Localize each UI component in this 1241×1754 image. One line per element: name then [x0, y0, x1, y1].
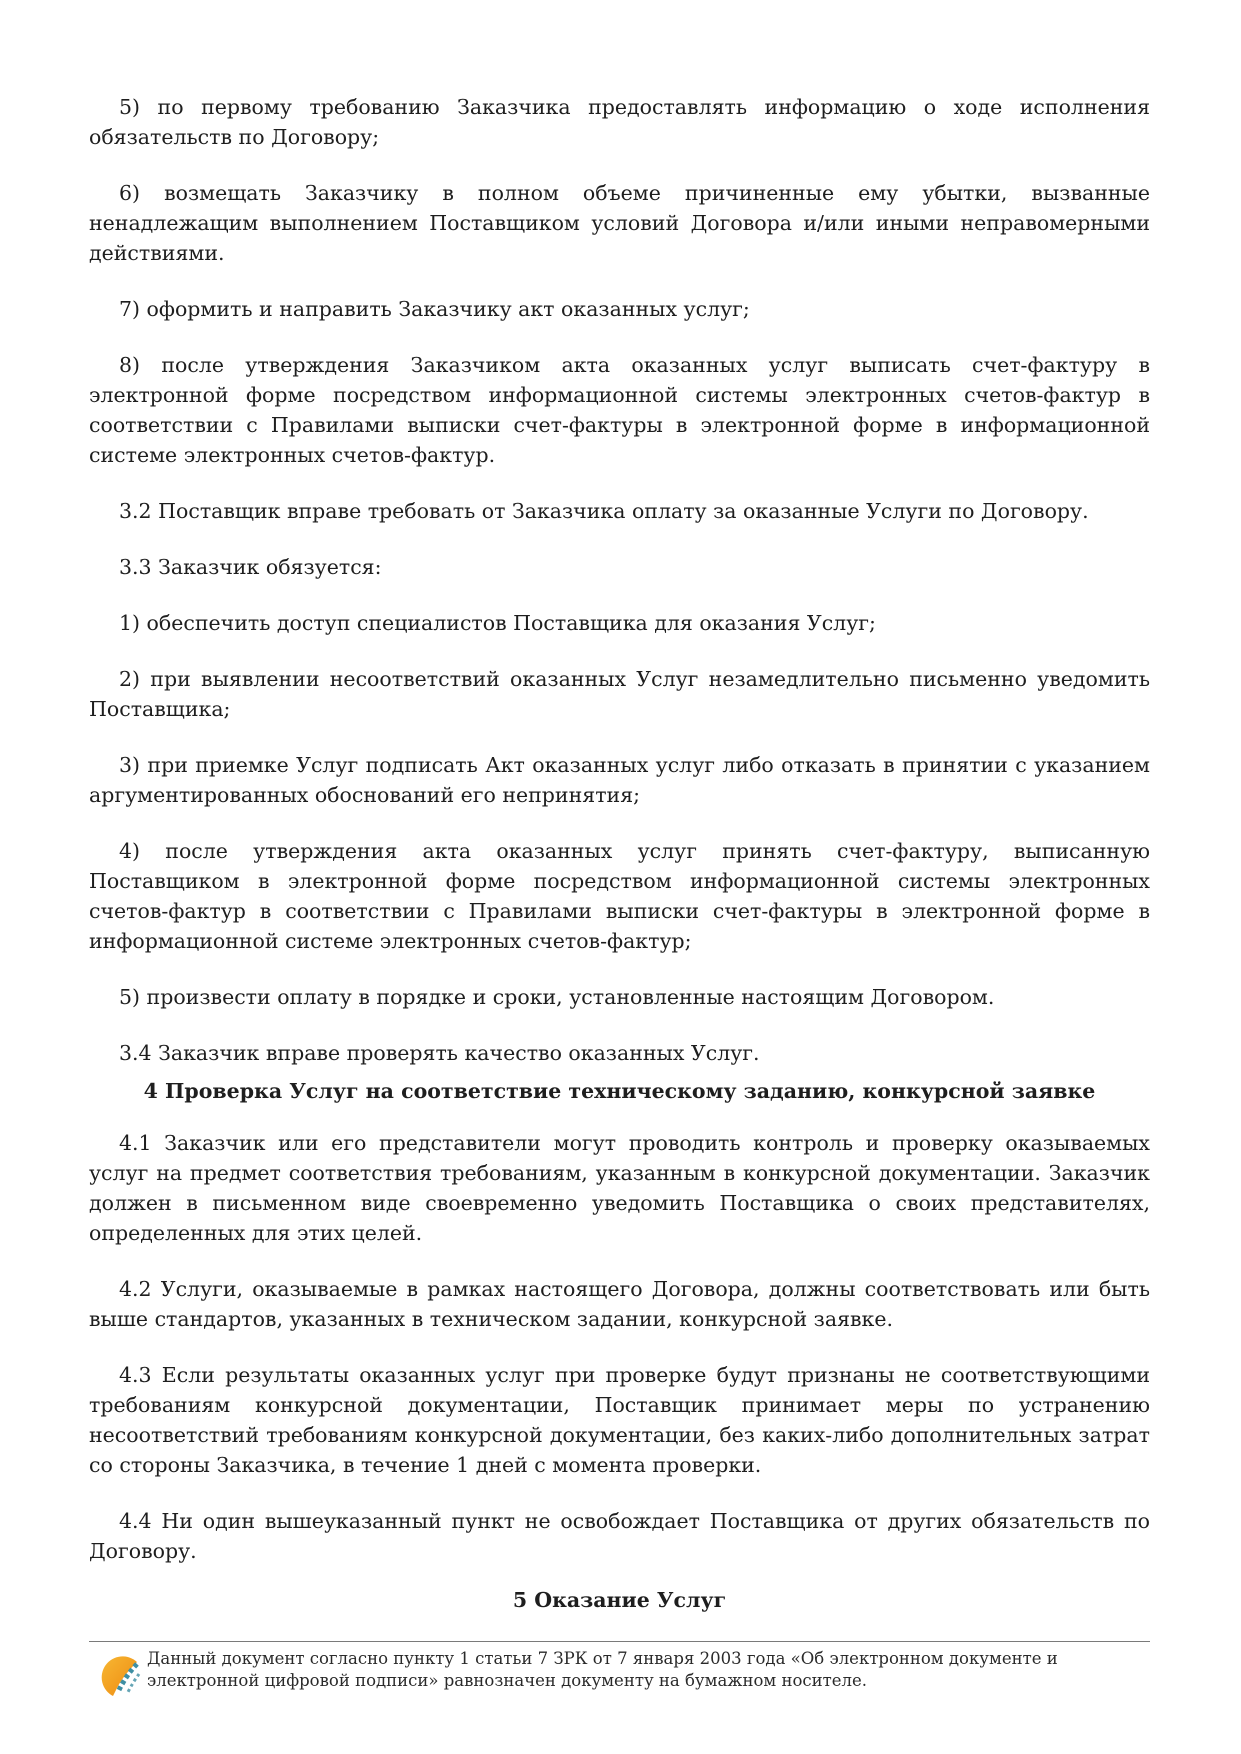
footer [89, 1641, 1150, 1700]
clause-4-4: 4.4 Ни один вышеуказанный пункт не освобождает Поставщика от других обязательств по Договору. [89, 1509, 1150, 1563]
legal-notice: Данный документ согласно пункту 1 статьи 7 ЗРК от 7 января 2003 года «Об электронном документе и электронной цифровой подписи» равнозначен документу на бумажном носителе. [147, 1649, 1058, 1690]
section-4-heading: 4 Проверка Услуг на соответствие техническому заданию, конкурсной заявке [143, 1079, 1096, 1103]
clause-3-2: 3.2 Поставщик вправе требовать от Заказчика оплату за оказанные Услуги по Договору. [119, 499, 1089, 523]
supplier-obligation-6: 6) возмещать Заказчику в полном объеме причиненные ему убытки, вызванные ненадлежащим выполнением Поставщиком условий Договора и/или иными неправомерными действиями. [89, 181, 1150, 265]
customer-obligation-4: 4) после утверждения акта оказанных услуг принять счет-фактуру, выписанную Поставщиком в электронной форме посредством информационной системы электронных счетов-фактур в соответствии с Правилами выписки счет-фактуры в электронной форме в информационной системе электронных счетов-фактур; [89, 839, 1150, 953]
clause-4-3: 4.3 Если результаты оказанных услуг при проверке будут признаны не соответствующими требованиям конкурсной документации, Поставщик принимает меры по устранению несоответствий требованиям конкурсной документации, без каких-либо дополнительных затрат со стороны Заказчика, в течение 1 дней с момента проверки. [89, 1363, 1150, 1477]
clause-4-2: 4.2 Услуги, оказываемые в рамках настоящего Договора, должны соответствовать или быть выше стандартов, указанных в техническом задании, конкурсной заявке. [89, 1277, 1150, 1331]
customer-obligation-1: 1) обеспечить доступ специалистов Поставщика для оказания Услуг; [119, 611, 876, 635]
document-page [89, 92, 1150, 1592]
sun-logo-icon [93, 1650, 143, 1700]
clause-3-4: 3.4 Заказчик вправе проверять качество оказанных Услуг. [119, 1041, 760, 1065]
clause-4-1: 4.1 Заказчик или его представители могут проводить контроль и проверку оказываемых услуг на предмет соответствия требованиям, указанным в конкурсной документации. Заказчик должен в письменном виде своевременно уведомить Поставщика о своих представителях, определенных для этих целей. [89, 1131, 1150, 1245]
clause-3-3: 3.3 Заказчик обязуется: [119, 555, 382, 579]
customer-obligation-5: 5) произвести оплату в порядке и сроки, установленные настоящим Договором. [119, 985, 995, 1009]
supplier-obligation-8: 8) после утверждения Заказчиком акта оказанных услуг выписать счет-фактуру в электронной форме посредством информационной системы электронных счетов-фактур в соответствии с Правилами выписки счет-фактуры в электронной форме в информационной системе электронных счетов-фактур. [89, 353, 1150, 467]
customer-obligation-3: 3) при приемке Услуг подписать Акт оказанных услуг либо отказать в принятии с указанием аргументированных обоснований его непринятия; [89, 753, 1150, 807]
section-5-heading: 5 Оказание Услуг [512, 1588, 727, 1612]
supplier-obligation-7: 7) оформить и направить Заказчику акт оказанных услуг; [119, 297, 750, 321]
customer-obligation-2: 2) при выявлении несоответствий оказанных Услуг незамедлительно письменно уведомить Поставщика; [89, 667, 1150, 721]
supplier-obligation-5: 5) по первому требованию Заказчика предоставлять информацию о ходе исполнения обязательств по Договору; [89, 95, 1150, 149]
